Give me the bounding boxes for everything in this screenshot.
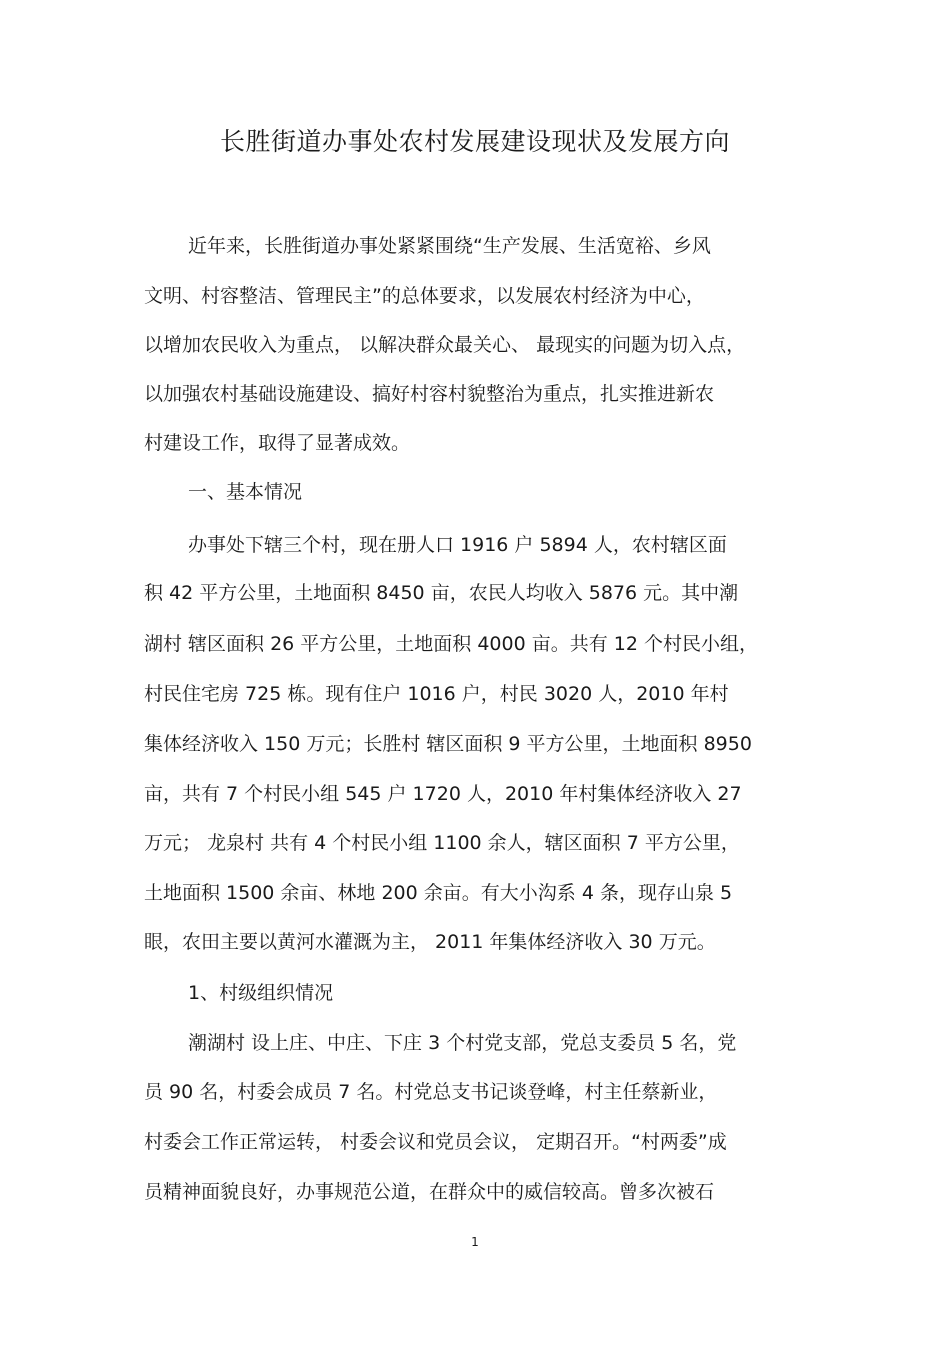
- paragraph-line: 办事处下辖三个村，现在册人口 1916 户 5894 人，农村辖区面: [188, 534, 727, 556]
- paragraph-line: 文明、村容整洁、管理民主”的总体要求，以发展农村经济为中心，: [144, 285, 705, 307]
- paragraph-line: 亩，共有 7 个村民小组 545 户 1720 人，2010 年村集体经济收入 27: [144, 783, 742, 805]
- paragraph-line: 村民住宅房 725 栋。现有住户 1016 户，村民 3020 人，2010 年村: [144, 683, 729, 705]
- paragraph-line: 以增加农民收入为重点， 以解决群众最关心、 最现实的问题为切入点，: [144, 334, 746, 356]
- page-number: 1: [471, 1235, 479, 1249]
- section-heading: 1、村级组织情况: [188, 982, 334, 1004]
- paragraph-line: 员 90 名，村委会成员 7 名。村党总支书记谈登峰，村主任蔡新业，: [144, 1081, 718, 1103]
- paragraph-line: 湖村 辖区面积 26 平方公里，土地面积 4000 亩。共有 12 个村民小组，: [144, 633, 758, 655]
- paragraph-line: 集体经济收入 150 万元；长胜村 辖区面积 9 平方公里，土地面积 8950: [144, 733, 752, 755]
- paragraph-line: 近年来，长胜街道办事处紧紧围绕“生产发展、生活宽裕、乡风: [188, 235, 711, 257]
- paragraph-line: 村建设工作，取得了显著成效。: [144, 432, 411, 454]
- paragraph-line: 眼，农田主要以黄河水灌溉为主， 2011 年集体经济收入 30 万元。: [144, 931, 716, 953]
- paragraph-line: 积 42 平方公里，土地面积 8450 亩，农民人均收入 5876 元。其中潮: [144, 582, 739, 604]
- paragraph-line: 潮湖村 设上庄、中庄、下庄 3 个村党支部，党总支委员 5 名，党: [188, 1032, 737, 1054]
- document-title: 长胜街道办事处农村发展建设现状及发展方向: [219, 127, 730, 156]
- paragraph-line: 村委会工作正常运转， 村委会议和党员会议， 定期召开。“村两委”成: [144, 1131, 727, 1153]
- paragraph-line: 万元； 龙泉村 共有 4 个村民小组 1100 余人，辖区面积 7 平方公里，: [144, 832, 740, 854]
- paragraph-line: 员精神面貌良好，办事规范公道，在群众中的威信较高。曾多次被石: [144, 1181, 715, 1203]
- section-heading: 一、基本情况: [188, 481, 303, 503]
- paragraph-line: 以加强农村基础设施建设、搞好村容村貌整治为重点，扎实推进新农: [144, 383, 715, 405]
- paragraph-line: 土地面积 1500 余亩、林地 200 余亩。有大小沟系 4 条，现存山泉 5: [144, 882, 733, 904]
